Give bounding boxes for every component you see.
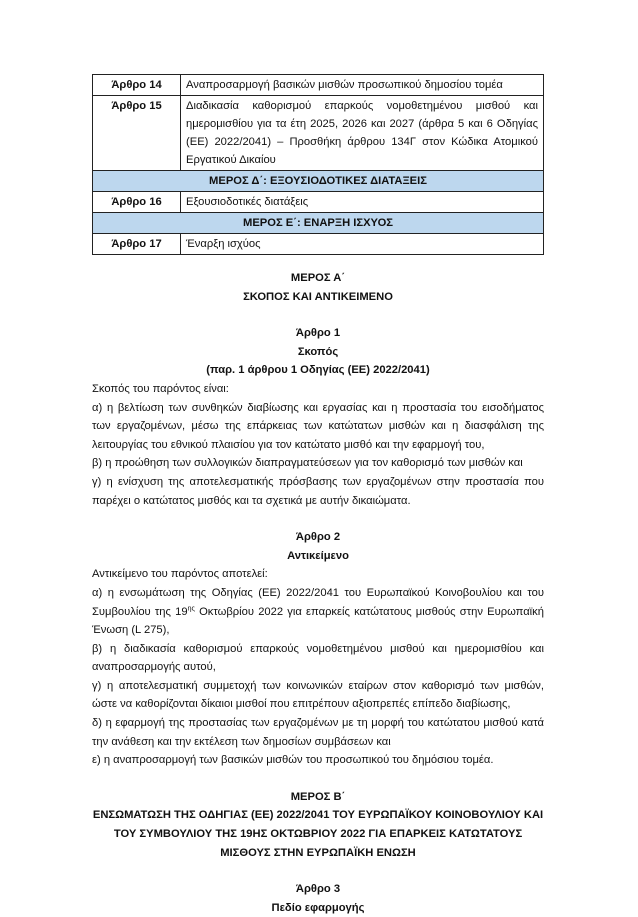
document-page	[92, 74, 544, 917]
item-text: Οκτωβρίου 2022 για επαρκείς κατώτατους μισθούς στην Ευρωπαϊκή Ένωση (L 275),	[92, 605, 544, 637]
article-2-item-b: β) η διαδικασία καθορισμού επαρκούς νομοθετημένου μισθού και ημερομισθίου και αναπροσαρμογής αυτού,	[92, 642, 544, 674]
contents-table	[92, 74, 544, 255]
part-heading-row	[93, 213, 544, 234]
article-3-title: Πεδίο εφαρμογής	[271, 901, 365, 914]
article-number: Άρθρο 15	[93, 96, 181, 171]
table-row	[93, 192, 544, 213]
item-text: α) η ενσωμάτωση της Οδηγίας (ΕΕ) 2022/2041 του Ευρωπαϊκού Κοινοβουλίου και του Συμβουλίου της 19	[92, 586, 544, 618]
article-2-item-d: δ) η εφαρμογή της προστασίας των εργαζομένων με τη μορφή του κατώτατου μισθού κατά την ανάθεση και την εκτέλεση των δημοσίων συμβάσεων και	[92, 717, 544, 748]
article-1-title: Σκοπός	[297, 345, 339, 358]
article-1-item-b: β) η προώθηση των συλλογικών διαπραγματεύσεων για τον καθορισμό των μισθών και	[92, 457, 523, 470]
article-2-number: Άρθρο 2	[295, 531, 341, 544]
article-3-number: Άρθρο 3	[295, 883, 341, 896]
part-a-title: ΜΕΡΟΣ Α΄	[290, 272, 346, 284]
table-row	[93, 75, 544, 96]
part-heading: ΜΕΡΟΣ Ε΄: ΕΝΑΡΞΗ ΙΣΧΥΟΣ	[93, 213, 544, 234]
article-1-item-c: γ) η ενίσχυση της αποτελεσματικής πρόσβασης των εργαζομένων στην προστασία που παρέχει ο κατώτατος μισθός και τα σχετικά με αυτήν δικαιώματα.	[92, 475, 544, 507]
article-1-number: Άρθρο 1	[295, 327, 341, 340]
article-1-intro: Σκοπός του παρόντος είναι:	[92, 382, 229, 395]
article-2-item-c: γ) η αποτελεσματική συμμετοχή των κοινωνικών εταίρων στον καθορισμό των μισθών, ώστε να καθορίζονται δίκαιοι μισθοί που επιτρέπουν αξιοπρεπές επίπεδο διαβίωσης,	[92, 679, 544, 711]
article-number: Άρθρο 16	[93, 192, 181, 213]
article-2-intro: Αντικείμενο του παρόντος αποτελεί:	[92, 568, 268, 581]
part-b-subtitle: ΕΝΣΩΜΑΤΩΣΗ ΤΗΣ ΟΔΗΓΙΑΣ (ΕΕ) 2022/2041 ΤΟΥ ΕΥΡΩΠΑΪΚΟΥ ΚΟΙΝΟΒΟΥΛΙΟΥ ΚΑΙ ΤΟΥ ΣΥΜΒΟΥΛΙΟΥ ΤΗΣ 19ΗΣ ΟΚΤΩΒΡΙΟΥ 2022 ΓΙΑ ΕΠΑΡΚΕΙΣ ΚΑΤΩΤΑΤΟΥΣ ΜΙΣΘΟΥΣ ΣΤΗΝ ΕΥΡΩΠΑΪΚΗ ΕΝΩΣΗ	[92, 809, 544, 859]
part-heading: ΜΕΡΟΣ Δ΄: ΕΞΟΥΣΙΟΔΟΤΙΚΕΣ ΔΙΑΤΑΞΕΙΣ	[93, 171, 544, 192]
part-b-title: ΜΕΡΟΣ Β΄	[290, 790, 346, 803]
article-1-item-a: α) η βελτίωση των συνθηκών διαβίωσης και εργασίας και η προστασία του εισοδήματος των εργαζομένων, μέσω της επάρκειας των κατώτατων μισθών και η διασφάλιση της λειτουργίας του εθνικού πλαισίου για τον κατώτατο μισθό και την εφαρμογή του,	[92, 401, 544, 451]
ordinal-superscript: ης	[187, 604, 195, 612]
article-2-item-e: ε) η αναπροσαρμογή των βασικών μισθών του προσωπικού του δημόσιου τομέα.	[92, 754, 494, 767]
article-2-title: Αντικείμενο	[287, 549, 349, 562]
article-1-reference: (παρ. 1 άρθρου 1 Οδηγίας (ΕΕ) 2022/2041)	[206, 364, 430, 377]
article-description: Εξουσιοδοτικές διατάξεις	[181, 192, 544, 213]
article-2-item-a	[92, 584, 544, 640]
table-row	[93, 234, 544, 255]
article-number: Άρθρο 14	[93, 75, 181, 96]
table-row	[93, 96, 544, 171]
part-heading-row	[93, 171, 544, 192]
document-body	[92, 269, 544, 917]
article-description: Διαδικασία καθορισμού επαρκούς νομοθετημένου μισθού και ημερομισθίου για τα έτη 2025, 2026 και 2027 (άρθρα 5 και 6 Οδηγίας (ΕΕ) 2022/2041) – Προσθήκη άρθρου 134Γ στον Κώδικα Ατομικού Εργατικού Δικαίου	[181, 96, 544, 171]
part-a-subtitle: ΣΚΟΠΟΣ ΚΑΙ ΑΝΤΙΚΕΙΜΕΝΟ	[243, 290, 393, 303]
article-number: Άρθρο 17	[93, 234, 181, 255]
article-description: Αναπροσαρμογή βασικών μισθών προσωπικού δημοσίου τομέα	[181, 75, 544, 96]
article-description: Έναρξη ισχύος	[181, 234, 544, 255]
